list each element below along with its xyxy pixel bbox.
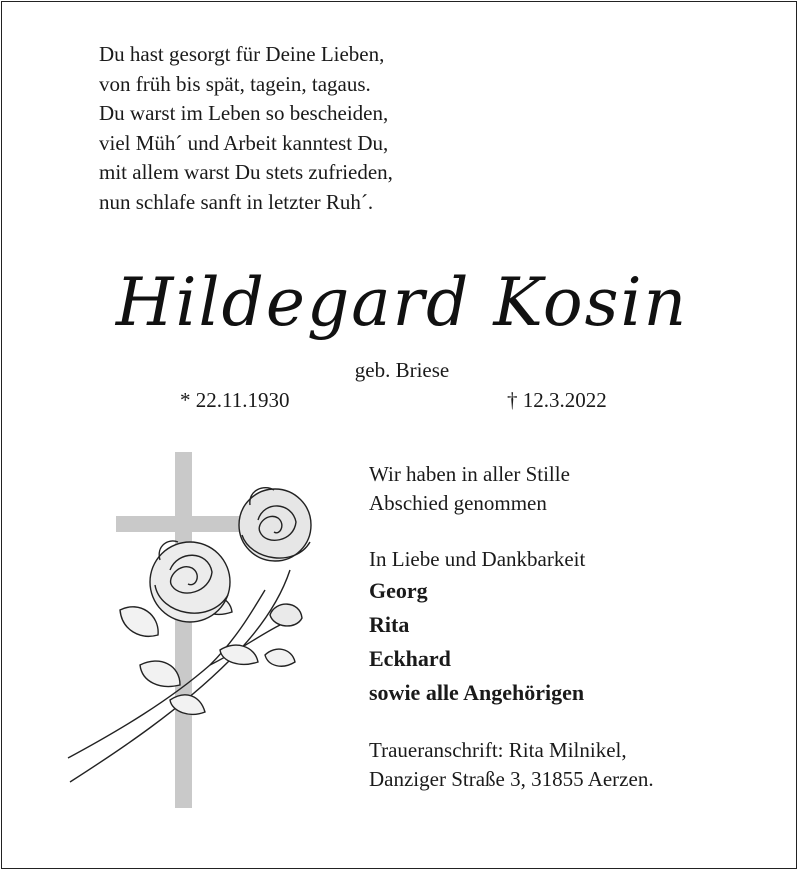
birth-date: * 22.11.1930 bbox=[180, 388, 290, 412]
poem-line: mit allem warst Du stets zufrieden, bbox=[99, 160, 393, 185]
poem bbox=[99, 40, 393, 218]
poem-line: Du hast gesorgt für Deine Lieben, bbox=[99, 42, 385, 66]
mourner-name: Rita bbox=[369, 612, 410, 637]
mourner-name: sowie alle Angehörigen bbox=[369, 680, 585, 705]
deceased-name: Hildegard Kosin bbox=[115, 264, 689, 341]
death-date: † 12.3.2022 bbox=[507, 388, 607, 412]
mourner-name: Georg bbox=[369, 578, 428, 603]
cross-and-roses-illustration bbox=[60, 450, 320, 817]
address-line: Traueranschrift: Rita Milnikel, bbox=[369, 738, 627, 762]
poem-line: von früh bis spät, tagein, tagaus. bbox=[99, 71, 371, 96]
obituary-frame bbox=[1, 1, 797, 869]
poem-line: Du warst im Leben so bescheiden, bbox=[99, 101, 389, 126]
mourner-name: Eckhard bbox=[369, 646, 451, 671]
poem-line: viel Müh´ und Arbeit kanntest Du, bbox=[99, 130, 389, 155]
maiden-name: geb. Briese bbox=[354, 358, 450, 382]
farewell-line: Wir haben in aller Stille bbox=[369, 462, 570, 486]
farewell-section bbox=[369, 460, 654, 794]
address-line: Danziger Straße 3, 31855 Aerzen. bbox=[369, 767, 654, 791]
farewell-line: Abschied genommen bbox=[369, 491, 547, 515]
poem-line: nun schlafe sanft in letzter Ruh´. bbox=[99, 189, 374, 214]
farewell-intro: In Liebe und Dankbarkeit bbox=[369, 547, 586, 571]
